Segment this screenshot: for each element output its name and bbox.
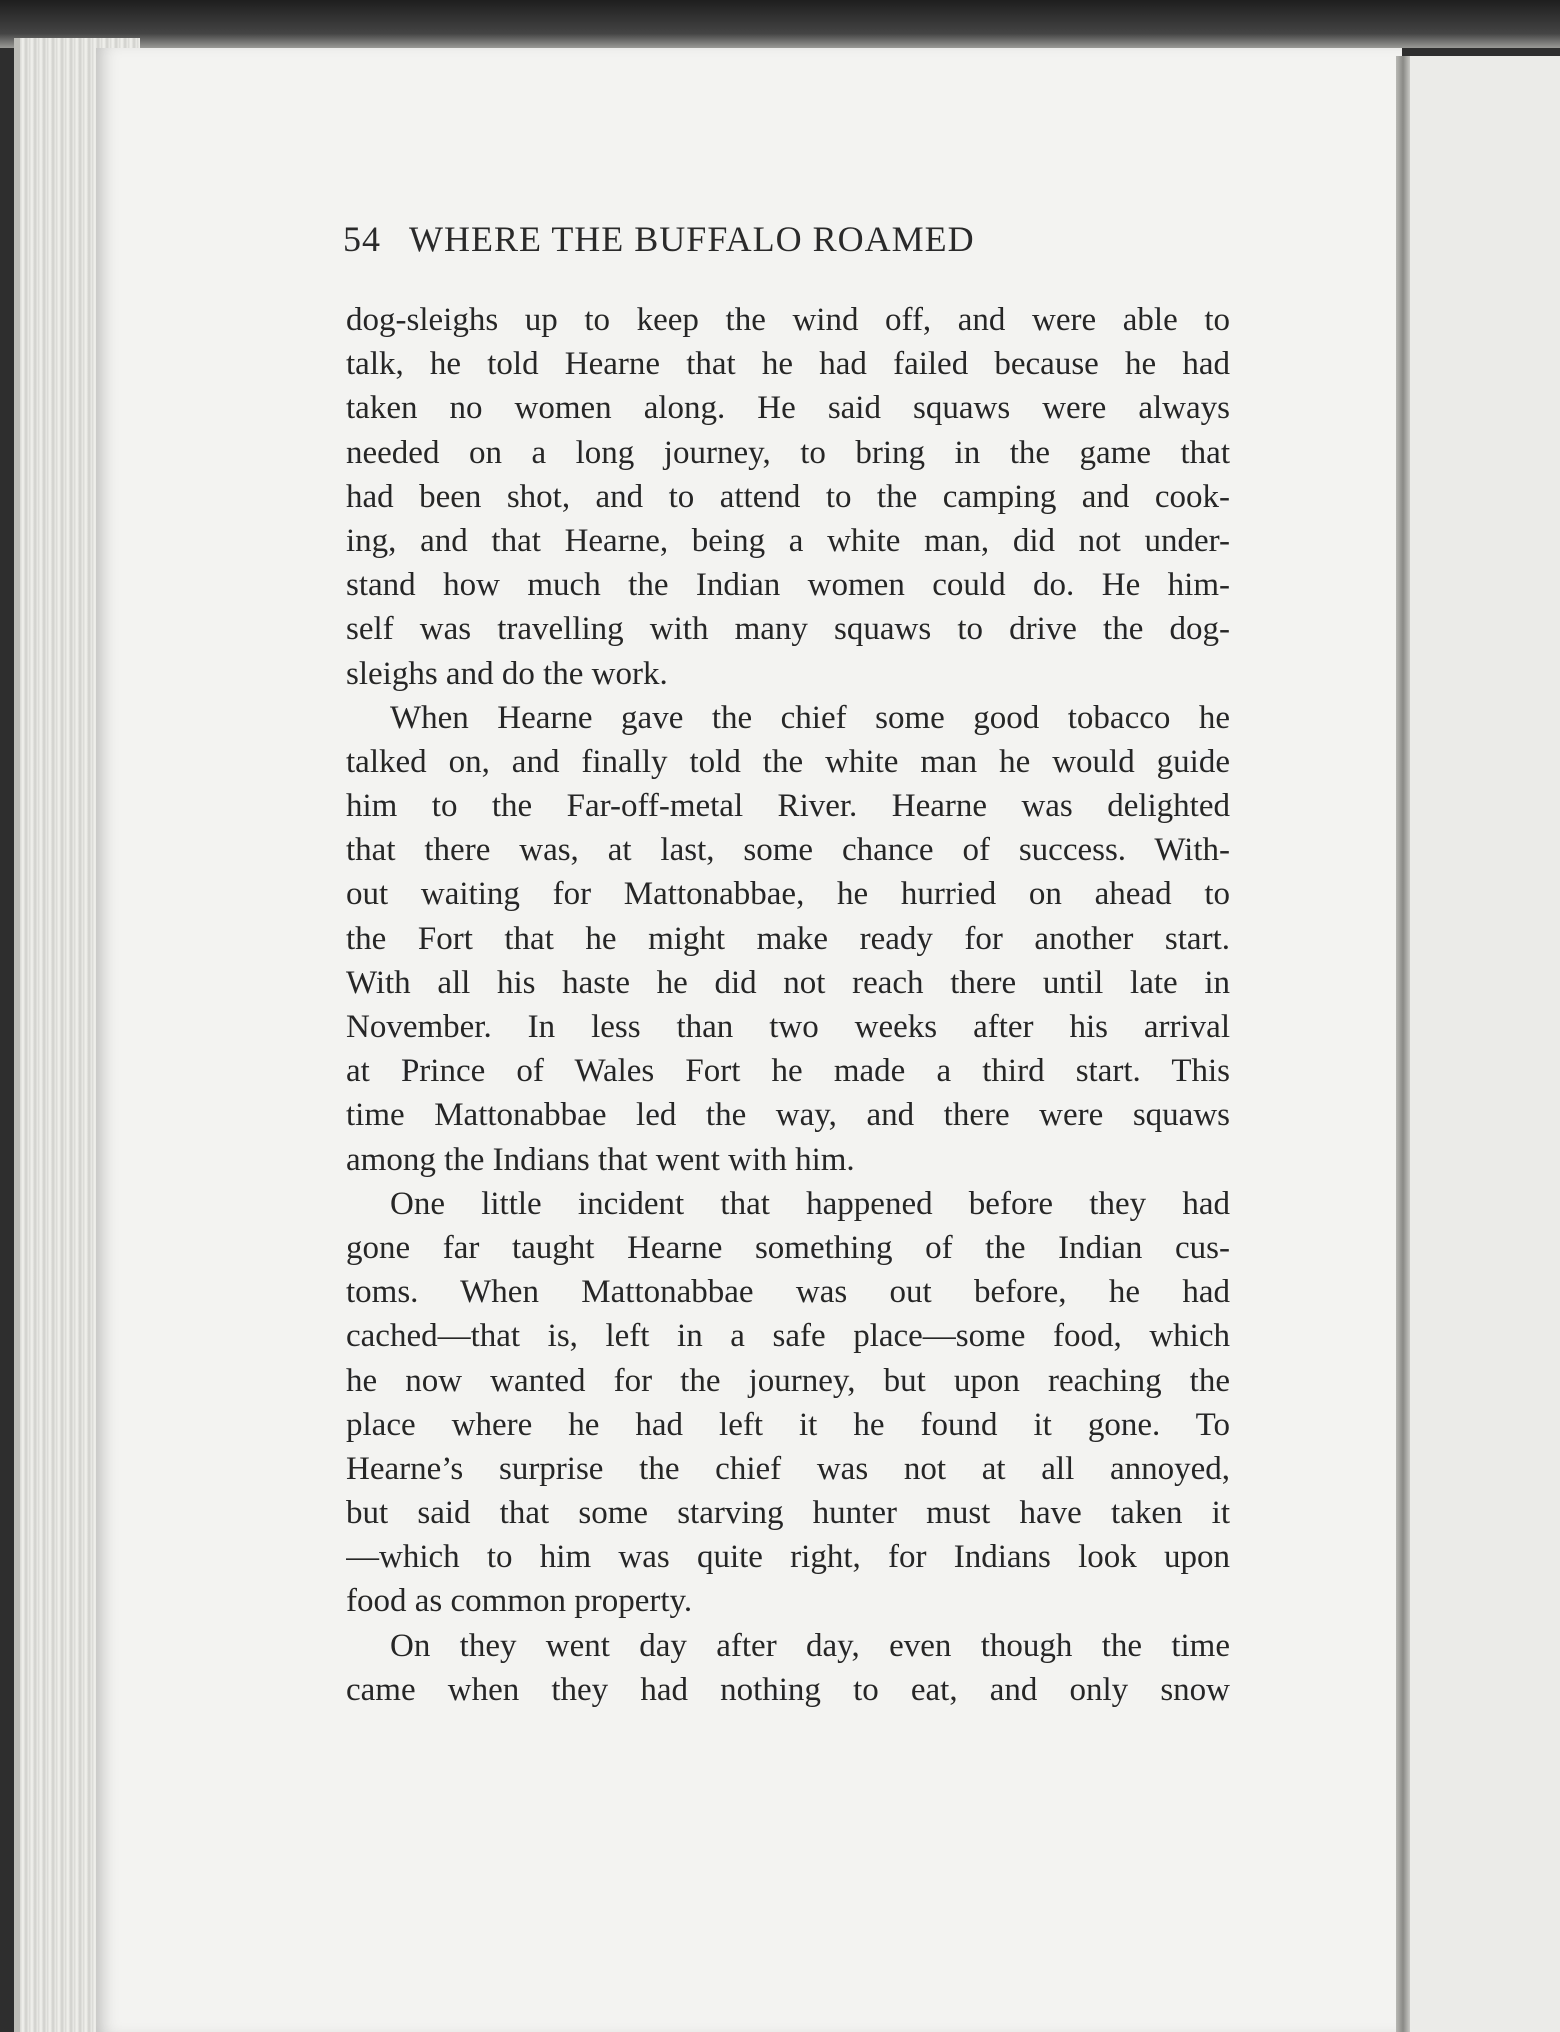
text-line: out waiting for Mattonabbae, he hurried on ahead to <box>346 876 1230 913</box>
text-line: that there was, at last, some chance of success. With- <box>346 832 1230 869</box>
text-line: place where he had left it he found it gone. To <box>346 1406 1230 1443</box>
running-header <box>343 218 1243 260</box>
text-line: When Hearne gave the chief some good tobacco he <box>390 699 1230 736</box>
text-line: came when they had nothing to eat, and only snow <box>346 1671 1230 1708</box>
text-line: sleighs and do the work. <box>346 655 668 692</box>
text-line: gone far taught Hearne something of the Indian cus- <box>346 1229 1230 1266</box>
text-line: time Mattonabbae led the way, and there were squaws <box>346 1097 1230 1134</box>
text-line: Hearne’s surprise the chief was not at all annoyed, <box>346 1450 1230 1487</box>
text-line: On they went day after day, even though the time <box>390 1627 1230 1664</box>
page-number: 54 <box>343 219 381 259</box>
book-gutter <box>1396 56 1410 2032</box>
text-line: One little incident that happened before they had <box>390 1185 1230 1222</box>
facing-page <box>1410 56 1560 2032</box>
text-line: among the Indians that went with him. <box>346 1141 855 1178</box>
text-line: had been shot, and to attend to the camping and cook- <box>346 478 1230 515</box>
text-line: self was travelling with many squaws to drive the dog- <box>346 611 1230 648</box>
body-text <box>346 298 1230 1712</box>
text-line: him to the Far-off-metal River. Hearne was delighted <box>346 788 1230 825</box>
text-line: food as common property. <box>346 1583 693 1620</box>
text-line: November. In less than two weeks after his arrival <box>346 1009 1230 1045</box>
text-line: —which to him was quite right, for Indians look upon <box>346 1539 1230 1576</box>
text-line: stand how much the Indian women could do. He him- <box>346 567 1230 604</box>
text-line: dog-sleighs up to keep the wind off, and were able to <box>346 302 1230 338</box>
text-line: ing, and that Hearne, being a white man, did not under- <box>346 522 1230 559</box>
scanner-shadow <box>0 0 1560 48</box>
text-line: needed on a long journey, to bring in the game that <box>346 434 1230 471</box>
text-line: cached—that is, left in a safe place—some food, which <box>346 1318 1230 1355</box>
text-line: talk, he told Hearne that he had failed because he had <box>346 346 1230 383</box>
text-line: he now wanted for the journey, but upon reaching the <box>346 1362 1230 1399</box>
text-line: With all his haste he did not reach there until late in <box>346 964 1230 1001</box>
text-line: at Prince of Wales Fort he made a third start. This <box>346 1053 1230 1090</box>
text-line: the Fort that he might make ready for another start. <box>346 920 1230 957</box>
running-title: WHERE THE BUFFALO ROAMED <box>409 219 975 259</box>
text-line: but said that some starving hunter must have taken it <box>346 1495 1230 1532</box>
text-line: taken no women along. He said squaws were always <box>346 390 1230 427</box>
text-line: talked on, and finally told the white man he would guide <box>346 743 1230 780</box>
text-line: toms. When Mattonabbae was out before, he had <box>346 1274 1230 1311</box>
